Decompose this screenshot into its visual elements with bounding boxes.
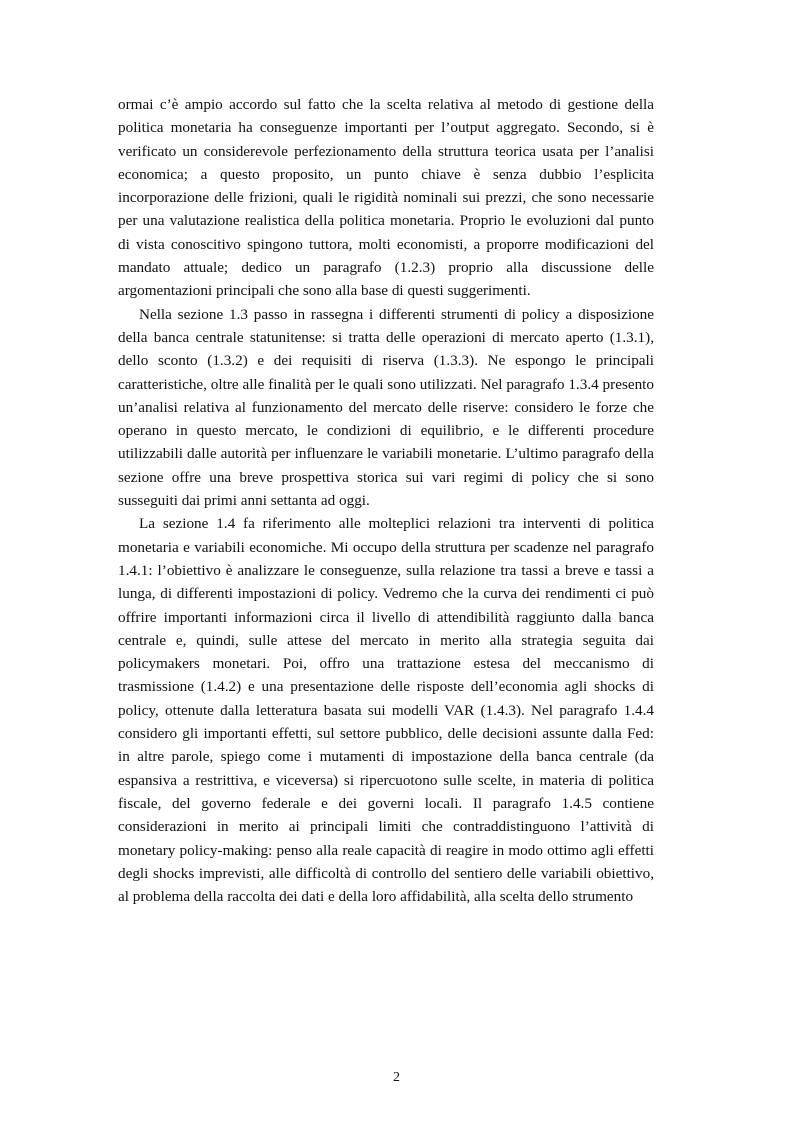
paragraph-section-1-4: La sezione 1.4 fa riferimento alle molteplici relazioni tra interventi di politica monetaria e variabili economiche. Mi occupo della struttura per scadenze nel paragrafo 1.4.1: l’obiettivo è analizzare le conseguenze, sulla relazione tra tassi a breve e tassi a lunga, di differenti impostazioni di policy. Vedremo che la curva dei rendimenti ci può offrire importanti informazioni circa il livello di attendibilità raggiunto dalla banca centrale e, quindi, sulle attese del mercato in merito alla strategia seguita dai policymakers monetari. Poi, offro una trattazione estesa del meccanismo di trasmissione (1.4.2) e una presentazione delle risposte dell’economia agli shocks di policy, ottenute dalla letteratura basata sui modelli VAR (1.4.3). Nel paragrafo 1.4.4 considero gli importanti effetti, sul settore pubblico, delle decisioni assunte dalla Fed: in altre parole, spiego come i mutamenti di impostazione della banca centrale (da espansiva a restrittiva, e viceversa) si ripercuotono sulle scelte, in materia di politica fiscale, del governo federale e dei governi locali. Il paragrafo 1.4.5 contiene considerazioni in merito ai principali limiti che contraddistinguono l’attività di monetary policy-making: penso alla reale capacità di reagire in modo ottimo agli effetti degli shocks imprevisti, alle difficoltà di controllo del sentiero delle variabili obiettivo, al problema della raccolta dei dati e della loro affidabilità, alla scelta dello strumento <box>118 515 654 906</box>
paragraph-continuation: ormai c’è ampio accordo sul fatto che la scelta relativa al metodo di gestione della politica monetaria ha conseguenze importanti per l’output aggregato. Secondo, si è verificato un considerevole perfezionamento della struttura teorica usata per l’analisi economica; a questo proposito, un punto chiave è senza dubbio l’esplicita incorporazione delle frizioni, quali le rigidità nominali sui prezzi, che sono necessarie per una valutazione realistica della politica monetaria. Proprio le evoluzioni dal punto di vista conoscitivo spingono tuttora, molti economisti, a proporre modificazioni del mandato attuale; dedico un paragrafo (1.2.3) proprio alla discussione delle argomentazioni principali che sono alla base di questi suggerimenti. <box>118 96 654 300</box>
paragraph-section-1-3: Nella sezione 1.3 passo in rassegna i differenti strumenti di policy a disposizione della banca centrale statunitense: si tratta delle operazioni di mercato aperto (1.3.1), dello sconto (1.3.2) e dei requisiti di riserva (1.3.3). Ne espongo le principali caratteristiche, oltre alle finalità per le quali sono utilizzati. Nel paragrafo 1.3.4 presento un’analisi relativa al funzionamento del mercato delle riserve: considero le forze che operano in questo mercato, le condizioni di equilibrio, e le differenti procedure utilizzabili dalle autorità per influenzare le variabili monetarie. L’ultimo paragrafo della sezione offre una breve prospettiva storica sui vari regimi di policy che si sono susseguiti dai primi anni settanta ad oggi. <box>118 305 654 510</box>
page-number: 2 <box>393 1070 400 1085</box>
document-page <box>118 93 654 908</box>
